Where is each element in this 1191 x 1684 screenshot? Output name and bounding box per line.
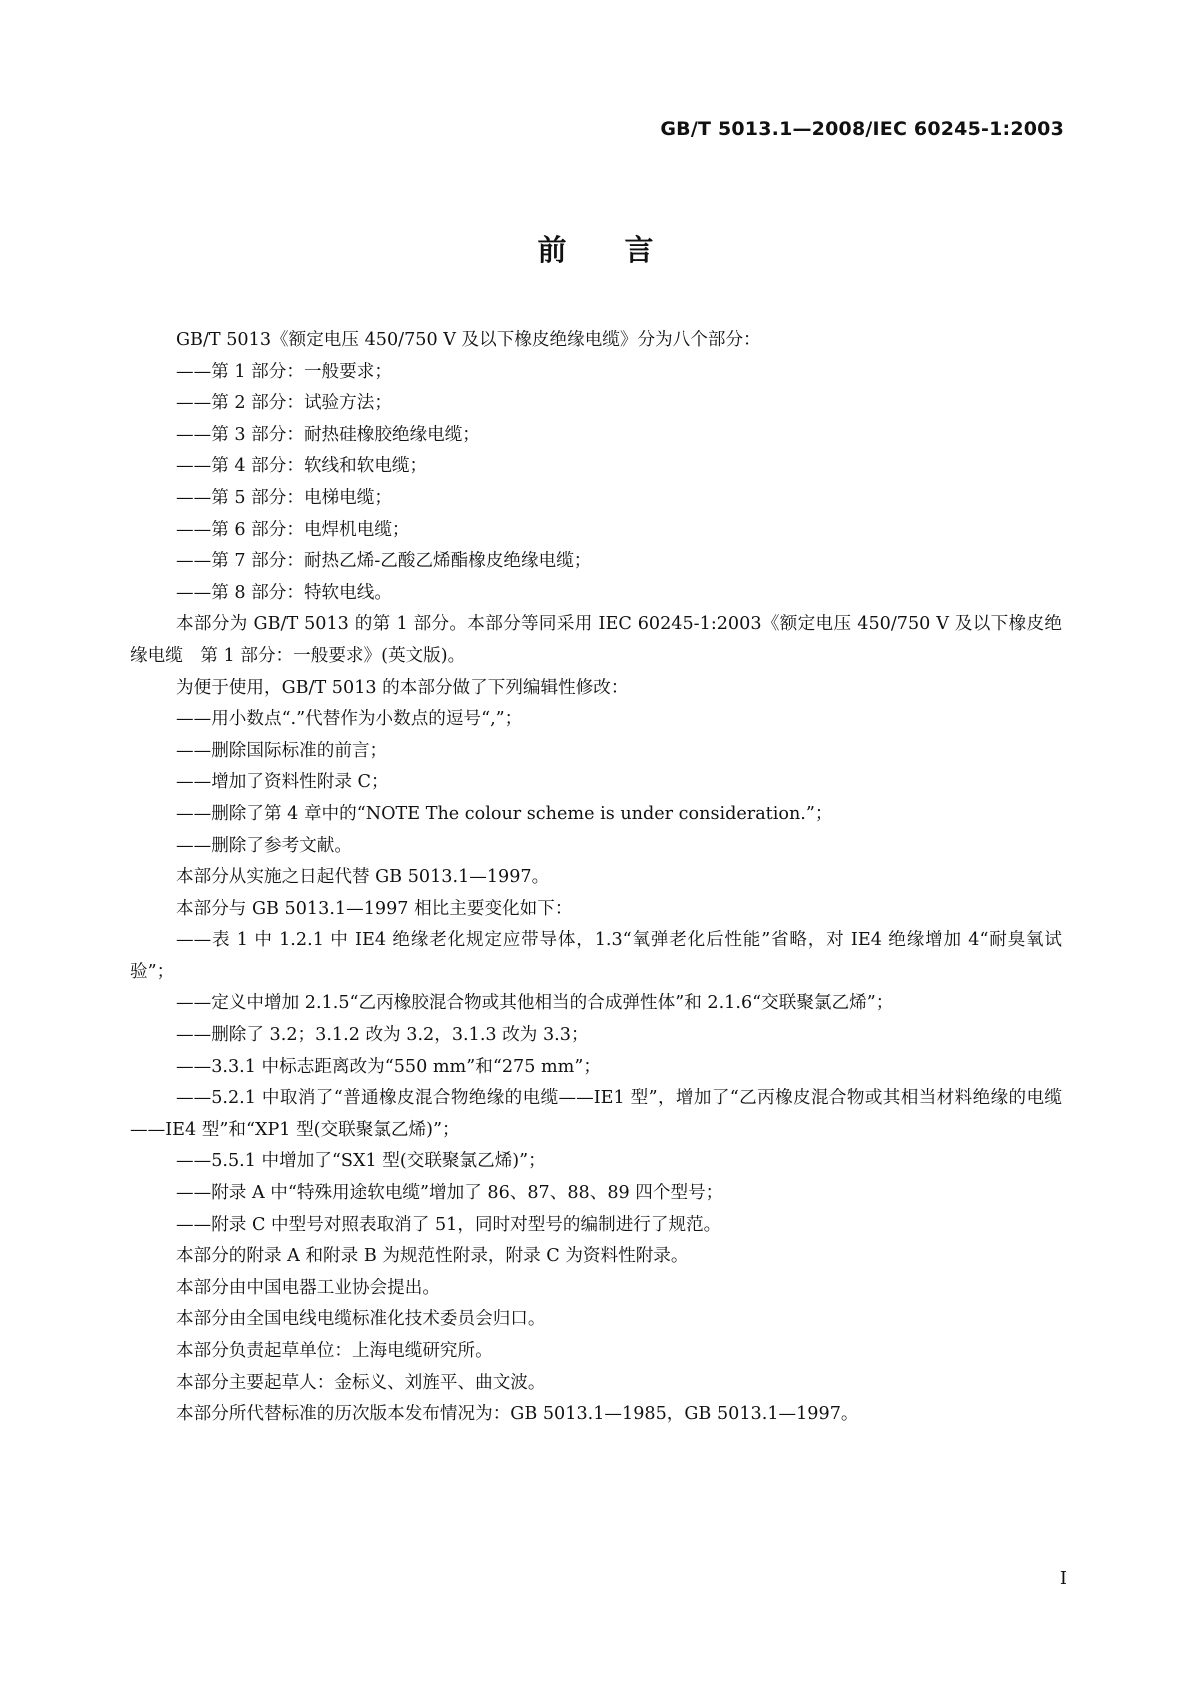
list-item: ——删除了 3.2；3.1.2 改为 3.2，3.1.3 改为 3.3； <box>176 1025 589 1046</box>
title-char-2: 言 <box>624 233 654 267</box>
list-item: ——第 7 部分：耐热乙烯-乙酸乙烯酯橡皮绝缘电缆； <box>176 551 592 572</box>
page-number: I <box>1059 1568 1067 1589</box>
list-item: ——删除国际标准的前言； <box>176 740 388 761</box>
paragraph: GB/T 5013《额定电压 450/750 V 及以下橡皮绝缘电缆》分为八个部分： <box>176 330 761 350</box>
list-item: ——表 1 中 1.2.1 中 IE4 绝缘老化规定应带导体，1.3“氧弹老化后性能”省略，对 IE4 绝缘增加 4“耐臭氧试验”； <box>130 930 1062 982</box>
paragraph: 本部分与 GB 5013.1—1997 相比主要变化如下： <box>176 898 573 919</box>
list-item: ——第 1 部分：一般要求； <box>176 361 392 382</box>
standard-number: GB/T 5013.1—2008/IEC 60245-1:2003 <box>660 118 1064 140</box>
list-item: ——用小数点“.”代替作为小数点的逗号“,”； <box>176 709 523 730</box>
list-item: ——3.3.1 中标志距离改为“550 mm”和“275 mm”； <box>176 1056 601 1077</box>
title-char-1: 前 <box>537 233 567 267</box>
list-item: ——第 5 部分：电梯电缆； <box>176 487 392 508</box>
list-item: ——第 8 部分：特软电线。 <box>176 582 392 603</box>
paragraph: 本部分所代替标准的历次版本发布情况为：GB 5013.1—1985，GB 5013.1—1997。 <box>176 1404 859 1425</box>
list-item: ——5.5.1 中增加了“SX1 型(交联聚氯乙烯)”； <box>176 1151 546 1172</box>
list-item: ——定义中增加 2.1.5“乙丙橡胶混合物或其他相当的合成弹性体”和 2.1.6“交联聚氯乙烯”； <box>176 993 894 1014</box>
list-item: ——删除了第 4 章中的“NOTE The colour scheme is under consideration.”； <box>176 803 833 824</box>
paragraph: 本部分负责起草单位：上海电缆研究所。 <box>176 1341 493 1361</box>
list-item: ——附录 C 中型号对照表取消了 51，同时对型号的编制进行了规范。 <box>176 1214 722 1235</box>
paragraph: 本部分为 GB/T 5013 的第 1 部分。本部分等同采用 IEC 60245-1:2003《额定电压 450/750 V 及以下橡皮绝缘电缆 第 1 部分：一般要求》(英文版)。 <box>130 614 1062 666</box>
list-item: ——5.2.1 中取消了“普通橡皮混合物绝缘的电缆——IE1 型”，增加了“乙丙橡皮混合物或其相当材料绝缘的电缆——IE4 型”和“XP1 型(交联聚氯乙烯)”； <box>130 1088 1062 1140</box>
paragraph: 本部分由全国电线电缆标准化技术委员会归口。 <box>176 1309 546 1330</box>
paragraph: 本部分的附录 A 和附录 B 为规范性附录，附录 C 为资料性附录。 <box>176 1246 689 1267</box>
list-item: ——第 2 部分：试验方法； <box>176 393 392 414</box>
list-item: ——删除了参考文献。 <box>176 835 352 856</box>
list-item: ——第 4 部分：软线和软电缆； <box>176 456 428 477</box>
paragraph: 为便于使用，GB/T 5013 的本部分做了下列编辑性修改： <box>176 677 629 698</box>
paragraph: 本部分从实施之日起代替 GB 5013.1—1997。 <box>176 867 550 888</box>
list-item: ——第 3 部分：耐热硅橡胶绝缘电缆； <box>176 424 480 445</box>
foreword-body <box>130 325 1062 1431</box>
list-item: ——附录 A 中“特殊用途软电缆”增加了 86、87、88、89 四个型号； <box>176 1183 724 1204</box>
paragraph: 本部分主要起草人：金标义、刘旌平、曲文波。 <box>176 1372 546 1393</box>
list-item: ——第 6 部分：电焊机电缆； <box>176 519 410 540</box>
paragraph: 本部分由中国电器工业协会提出。 <box>176 1277 440 1298</box>
list-item: ——增加了资料性附录 C； <box>176 772 389 793</box>
page-title <box>0 228 1191 269</box>
